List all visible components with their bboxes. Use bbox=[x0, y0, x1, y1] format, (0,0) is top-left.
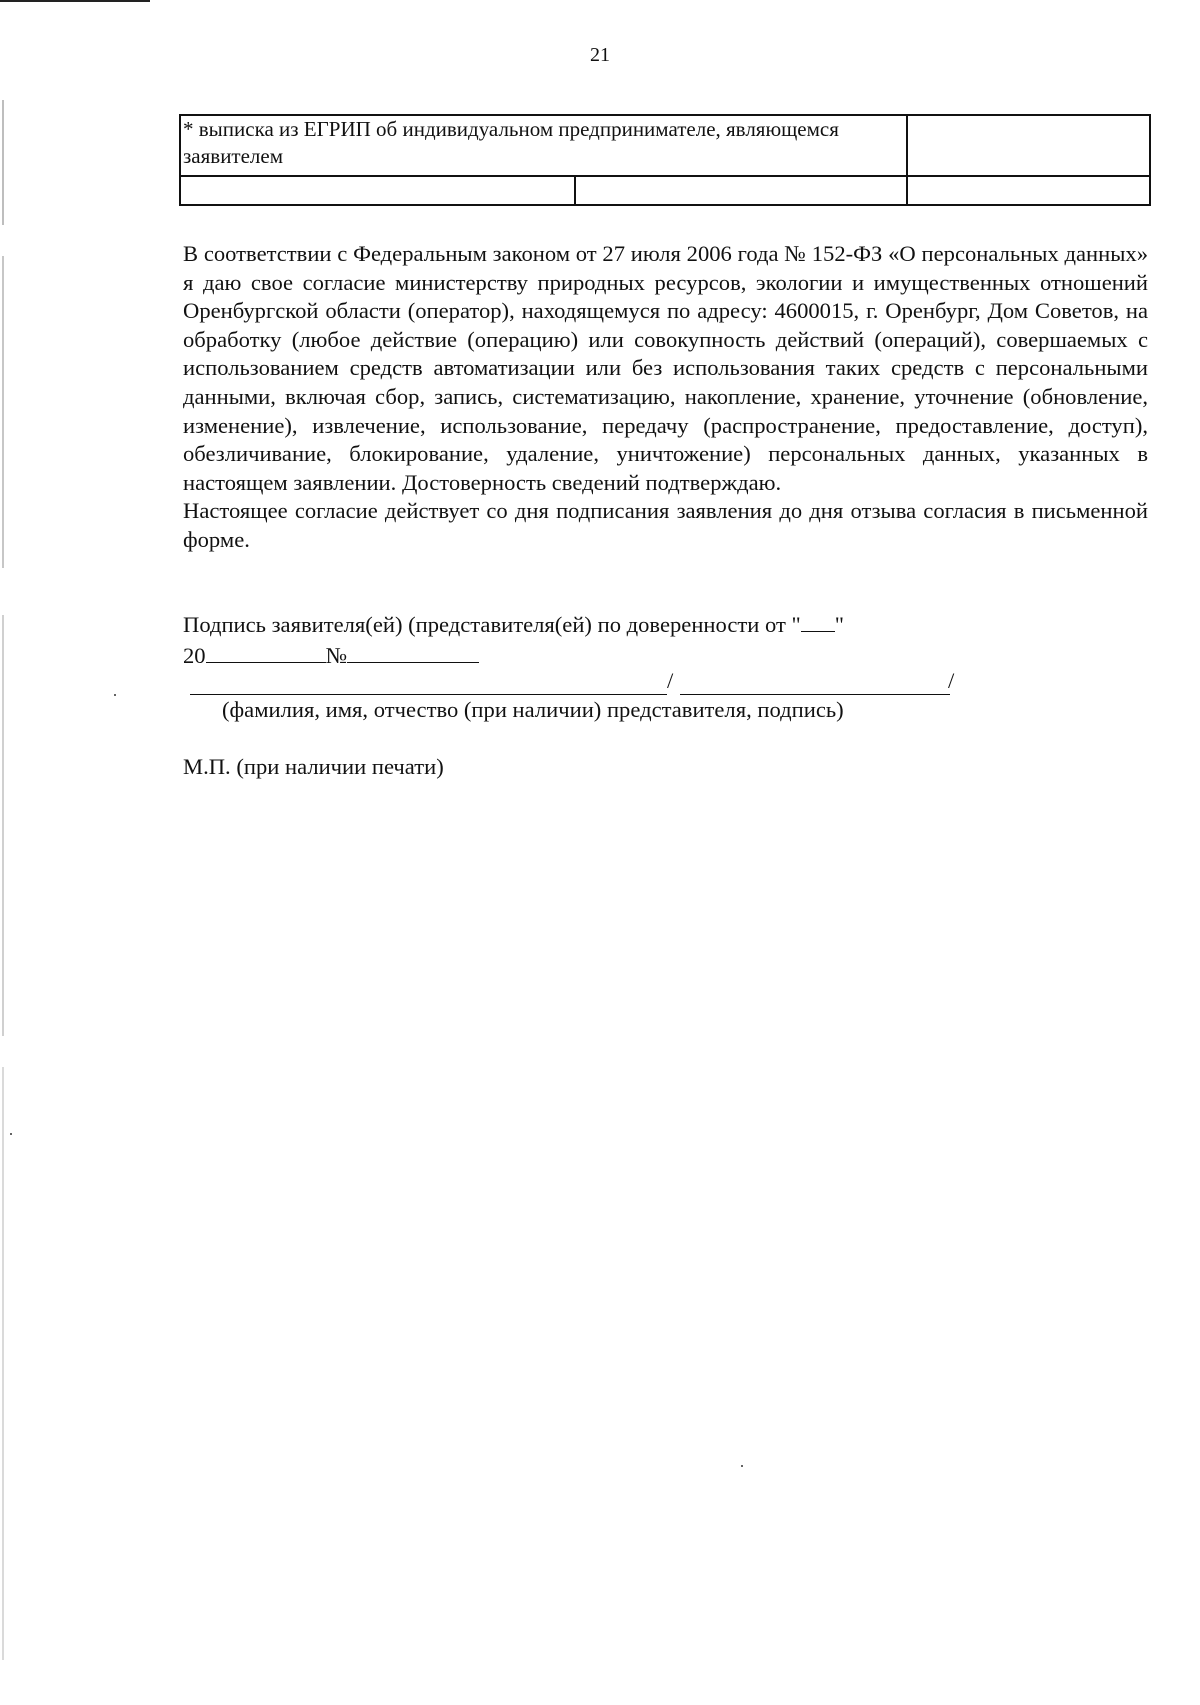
table-cell-description: * выписка из ЕГРИП об индивидуальном предпринимателе, являющемся заявителем bbox=[180, 115, 907, 176]
scan-edge-top bbox=[0, 0, 150, 2]
signature-row bbox=[190, 668, 960, 696]
date-day-blank bbox=[801, 609, 835, 632]
slash-separator: / bbox=[948, 668, 955, 693]
consent-paragraph-1: В соответствии с Федеральным законом от 27 июля 2006 года № 152-ФЗ «О персональных данных» я даю свое согласие министерству природных ресурсов, экологии и имущественных отношений Оренбургской области (оператор), находящемуся по адресу: 4600015, г. Оренбург, Дом Советов, на обработку (любое действие (операцию) или совокупность действий (операций), совершаемых с использованием средств автоматизации или без использования таких средств с персональными данными, включая сбор, запись, систематизацию, накопление, хранение, уточнение (обновление, изменение), извлечение, использование, передачу (распространение, предоставление, доступ), обезличивание, блокирование, удаление, уничтожение) персональных данных, указанных в настоящем заявлении. Достоверность сведений подтверждаю. bbox=[183, 241, 1148, 495]
signature-quote-close: " bbox=[834, 612, 844, 637]
scan-speck bbox=[114, 694, 116, 696]
scan-speck bbox=[10, 1133, 12, 1135]
year-blank bbox=[206, 640, 326, 663]
signature-line-1 bbox=[183, 609, 1148, 640]
scan-speck bbox=[741, 1465, 743, 1467]
year-prefix: 20 bbox=[183, 642, 206, 668]
consent-paragraph-2: Настоящее согласие действует со дня подписания заявления до дня отзыва согласия в письменной форме. bbox=[183, 498, 1148, 552]
name-blank bbox=[190, 668, 667, 695]
number-blank bbox=[347, 640, 479, 663]
table-cell-empty bbox=[575, 176, 907, 205]
table-row bbox=[180, 115, 1150, 176]
table-cell-empty bbox=[180, 176, 575, 205]
number-sign: № bbox=[325, 642, 348, 668]
stamp-note: М.П. (при наличии печати) bbox=[183, 754, 444, 779]
consent-text bbox=[183, 240, 1148, 555]
signature-caption: (фамилия, имя, отчество (при наличии) представителя, подпись) bbox=[222, 697, 844, 722]
slash-separator: / bbox=[667, 668, 674, 693]
signature-block bbox=[183, 609, 1148, 670]
signature-blank bbox=[680, 668, 950, 695]
page-number: 21 bbox=[590, 44, 610, 66]
signature-label: Подпись заявителя(ей) (представителя(ей) по доверенности от " bbox=[183, 612, 801, 637]
table-cell-empty bbox=[907, 176, 1150, 205]
document-table bbox=[179, 114, 1151, 206]
table-row bbox=[180, 176, 1150, 205]
signature-line-2 bbox=[183, 640, 1148, 671]
table-cell-empty bbox=[907, 115, 1150, 176]
scan-edge-left bbox=[2, 100, 4, 1660]
